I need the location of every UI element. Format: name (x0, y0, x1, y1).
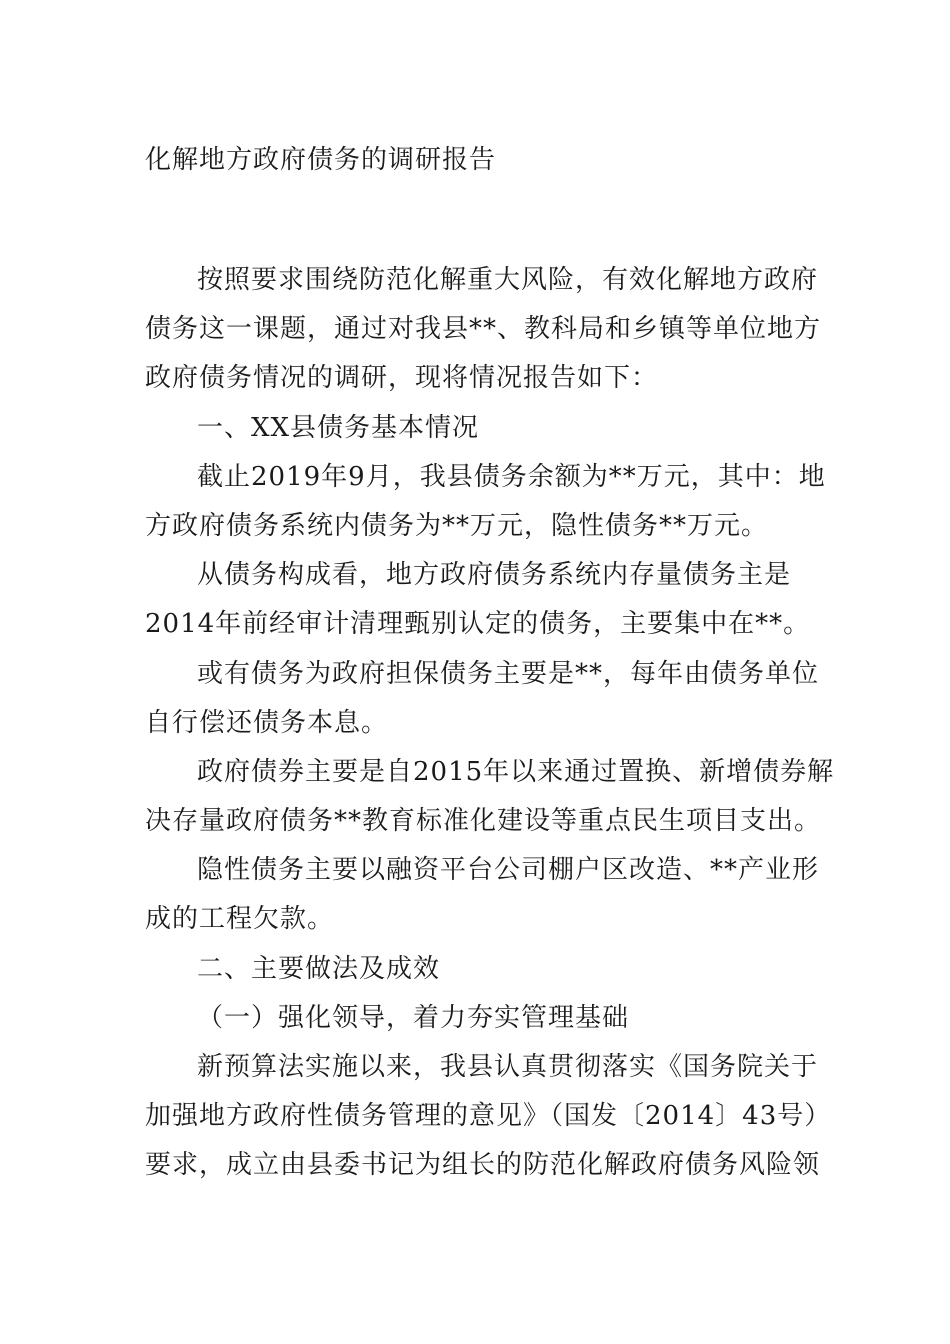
text-line: 截止2019年9月，我县债务余额为**万元，其中：地 (197, 461, 826, 492)
text-line: 自行偿还债务本息。 (145, 707, 389, 738)
text-line: 政府债券主要是自2015年以来通过置换、新增债券解 (197, 756, 835, 787)
document-title: 化解地方政府债务的调研报告 (145, 145, 497, 175)
section-heading: 二、主要做法及成效 (197, 953, 441, 984)
text-line: 政府债务情况的调研，现将情况报告如下： (145, 363, 659, 394)
text-line: 从债务构成看，地方政府债务系统内存量债务主是 (197, 560, 792, 591)
text-line: 决存量政府债务**教育标准化建设等重点民生项目支出。 (145, 806, 822, 837)
text-line: 债务这一课题，通过对我县**、教科局和乡镇等单位地方 (145, 314, 822, 345)
text-line: 或有债务为政府担保债务主要是**，每年由债务单位 (197, 658, 820, 689)
text-line: 方政府债务系统内债务为**万元，隐性债务**万元。 (145, 510, 769, 541)
text-line: 要求，成立由县委书记为组长的防范化解政府债务风险领 (145, 1150, 821, 1181)
text-line: 按照要求围绕防范化解重大风险，有效化解地方政府 (197, 265, 819, 295)
subsection-heading: （一）强化领导，着力夯实管理基础 (197, 1002, 630, 1033)
text-line: 加强地方政府性债务管理的意见》（国发〔2014〕43号） (145, 1101, 832, 1132)
section-heading: 一、XX县债务基本情况 (197, 412, 480, 443)
text-line: 新预算法实施以来，我县认真贯彻落实《国务院关于 (197, 1052, 819, 1082)
text-line: 隐性债务主要以融资平台公司棚户区改造、**产业形 (197, 855, 820, 886)
text-line: 2014年前经审计清理甄别认定的债务，主要集中在**。 (145, 609, 811, 640)
document-body (145, 256, 835, 1191)
text-line: 成的工程欠款。 (145, 904, 335, 935)
